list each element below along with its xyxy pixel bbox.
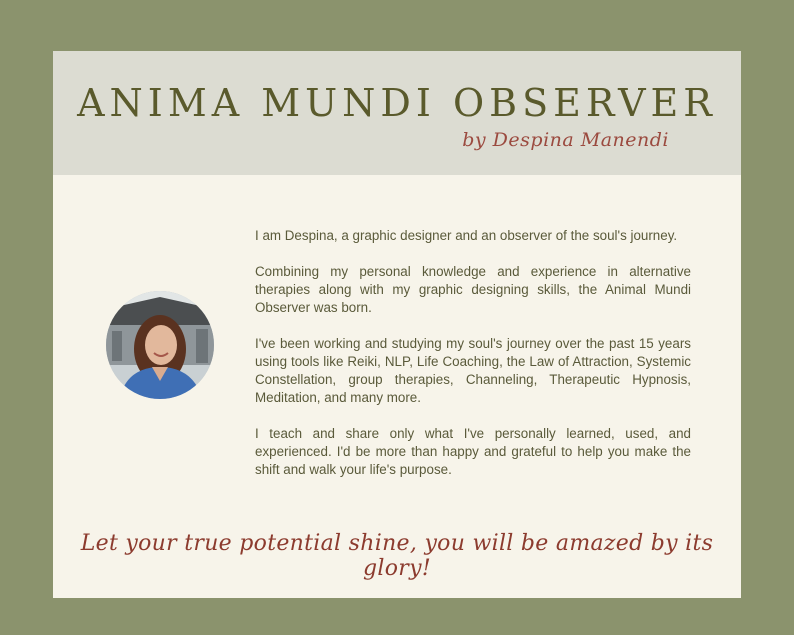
tagline: Let your true potential shine, you will be amazed by its glory! [80,531,714,581]
page-title: ANIMA MUNDI OBSERVER [77,81,717,125]
header-band [53,51,741,175]
bio-paragraph: I am Despina, a graphic designer and an observer of the soul's journey. [255,228,678,243]
bio-text [255,227,691,497]
about-card [53,51,741,598]
author-byline: by Despina Manendi [462,129,669,151]
author-portrait [106,291,214,399]
bio-paragraph: I teach and share only what I've personally learned, used, and experienced. I'd be more than happy and grateful to help you make the shift and walk your life's purpose. [255,426,691,477]
bio-paragraph: Combining my personal knowledge and experience in alternative therapies along with my graphic designing skills, the Animal Mundi Observer was born. [255,264,691,315]
bio-paragraph: I've been working and studying my soul's journey over the past 15 years using tools like Reiki, NLP, Life Coaching, the Law of Attraction, Systemic Constellation, group therapies, Channeling, Therapeutic Hypnosis, Meditation, and many more. [255,336,691,405]
portrait-image [106,291,214,399]
